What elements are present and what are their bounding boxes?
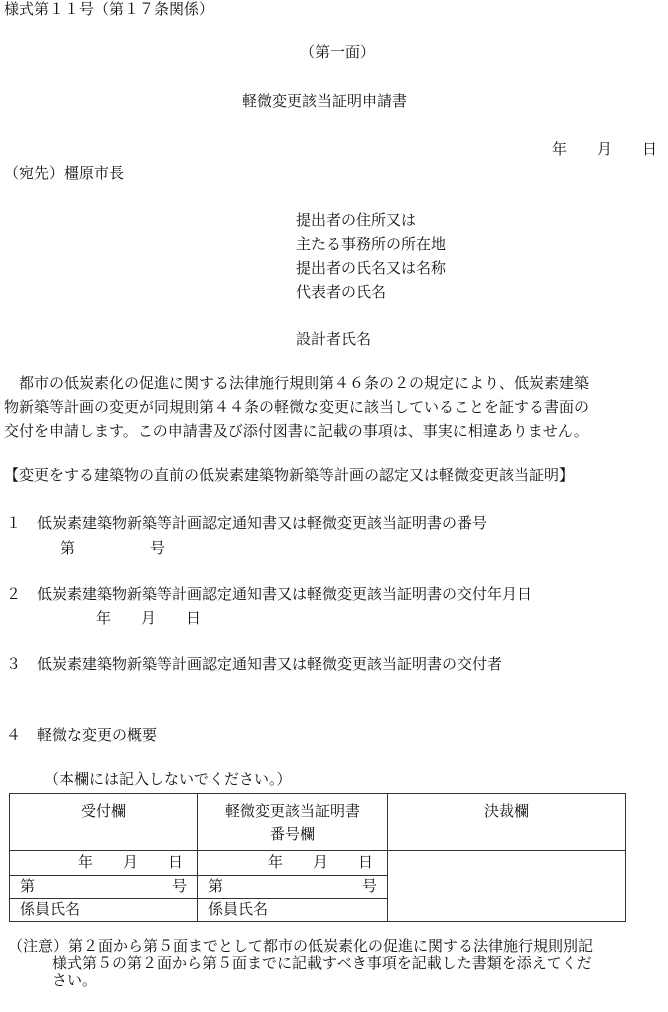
certificate-number-value: 第 号 <box>60 539 166 557</box>
reception-date-cell[interactable] <box>10 851 198 876</box>
application-date: 年 月 日 <box>552 140 658 158</box>
statement-line: 交付を申請します。この申請書及び添付図書に記載の事項は、事実に相違ありません。 <box>4 422 589 440</box>
addressee: （宛先）橿原市長 <box>4 164 125 182</box>
submitter-name-label: 提出者の氏名又は名称 <box>296 259 447 277</box>
office-use-table <box>9 793 626 922</box>
issue-date-value: 年 月 日 <box>96 609 202 627</box>
day-label: 日 <box>167 853 183 871</box>
caution-line: さい。 <box>52 971 98 989</box>
number-suffix: 号 <box>361 877 377 895</box>
reception-staff-cell[interactable] <box>10 899 198 922</box>
day-label: 日 <box>357 853 373 871</box>
certificate-number-cell[interactable] <box>198 876 388 899</box>
caution-line: 様式第５の第２面から第５面までに記載すべき事項を記載した書類を添えてくだ <box>52 954 592 972</box>
reception-header <box>10 794 198 851</box>
page-label: （第一面） <box>300 43 376 61</box>
caution-line: （注意）第２面から第５面までとして都市の低炭素化の促進に関する法律施行規則別記 <box>8 937 594 955</box>
item-certificate-number-label: 低炭素建築物新築等計画認定通知書又は軽微変更該当証明書の番号 <box>37 514 488 532</box>
form-number-label: 様式第１１号（第１７条関係） <box>4 0 215 18</box>
month-label: 月 <box>312 853 328 871</box>
statement-line: 都市の低炭素化の促進に関する法律施行規則第４６条の２の規定により、低炭素建築 <box>4 374 590 392</box>
certificate-number-header <box>198 794 388 851</box>
staff-name-label: 係員氏名 <box>20 900 81 918</box>
number-prefix: 第 <box>20 877 36 895</box>
item-number: ４ <box>6 726 22 744</box>
representative-name-label: 代表者の氏名 <box>296 283 387 301</box>
reception-header-label: 受付欄 <box>80 802 126 820</box>
item-issue-date-label: 低炭素建築物新築等計画認定通知書又は軽微変更該当証明書の交付年月日 <box>37 585 533 603</box>
submitter-address-label: 提出者の住所又は <box>296 211 417 229</box>
year-label: 年 <box>77 853 93 871</box>
application-statement <box>4 374 666 440</box>
number-suffix: 号 <box>171 877 187 895</box>
certificate-number-header-line1: 軽微変更該当証明書 <box>224 802 360 820</box>
submitter-office-label: 主たる事務所の所在地 <box>296 235 447 253</box>
year-label: 年 <box>267 853 283 871</box>
approval-header-label: 決裁欄 <box>483 802 529 820</box>
item-number: ３ <box>6 655 22 673</box>
caution-note <box>8 937 664 1012</box>
item-number: １ <box>6 514 22 532</box>
document-title: 軽微変更該当証明申請書 <box>242 92 408 110</box>
item-change-summary-label: 軽微な変更の概要 <box>37 726 158 744</box>
certificate-number-header-line2: 番号欄 <box>269 825 315 844</box>
approval-header <box>388 794 626 851</box>
reception-number-cell[interactable] <box>10 876 198 899</box>
staff-name-label: 係員氏名 <box>208 900 269 918</box>
statement-line: 物新築等計画の変更が同規則第４４条の軽微な変更に該当していることを証する書面の <box>4 398 590 416</box>
certificate-date-cell[interactable] <box>198 851 388 876</box>
designer-name-label: 設計者氏名 <box>296 330 372 348</box>
approval-cell[interactable] <box>388 851 626 922</box>
number-prefix: 第 <box>208 877 224 895</box>
office-use-note: （本欄には記入しないでください。） <box>44 770 292 788</box>
certificate-staff-cell[interactable] <box>198 899 388 922</box>
section-heading: 【変更をする建築物の直前の低炭素建築物新築等計画の認定又は軽微変更該当証明】 <box>4 466 575 484</box>
month-label: 月 <box>122 853 138 871</box>
item-number: ２ <box>6 585 22 603</box>
item-issuer-label: 低炭素建築物新築等計画認定通知書又は軽微変更該当証明書の交付者 <box>37 655 503 673</box>
